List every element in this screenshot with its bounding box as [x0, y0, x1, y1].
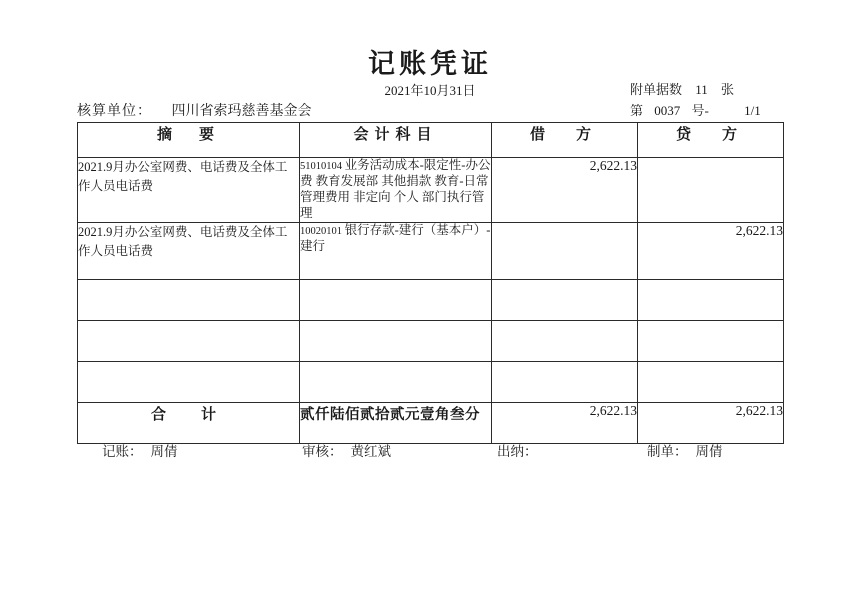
attachment-count-line: [630, 79, 734, 98]
accounting-unit-value: 四川省索玛慈善基金会: [171, 104, 312, 119]
row-debit: [492, 362, 638, 403]
cashier-label: 出纳：: [497, 444, 538, 459]
voucher-page-indicator: 1/1: [744, 103, 761, 118]
bookkeeper-field: [102, 440, 178, 460]
total-debit: 2,622.13: [492, 403, 638, 444]
total-credit: 2,622.13: [638, 403, 784, 444]
row-debit: [492, 223, 638, 280]
row-summary: [78, 321, 300, 362]
voucher-number-line: [630, 100, 761, 119]
row-account: [300, 223, 492, 280]
table-row: [78, 362, 784, 403]
row-summary: [78, 362, 300, 403]
table-total-row: [78, 403, 784, 444]
account-code: 10020101: [300, 226, 342, 237]
preparer-value: 周倩: [695, 444, 723, 459]
table-row: [78, 280, 784, 321]
preparer-label: 制单：: [647, 444, 688, 459]
voucher-suffix: 号-: [691, 103, 709, 118]
accounting-unit-label: 核算单位：: [77, 104, 152, 119]
row-credit: [638, 321, 784, 362]
cashier-field: [497, 440, 546, 460]
auditor-label: 审核：: [302, 444, 343, 459]
row-debit: [492, 321, 638, 362]
attachment-count: 11: [695, 82, 708, 97]
row-debit: [492, 280, 638, 321]
row-credit: [638, 280, 784, 321]
voucher-number: 0037: [654, 103, 681, 118]
table-row: [78, 223, 784, 280]
voucher-prefix: 第: [630, 103, 644, 118]
row-debit: 2,622.13: [492, 158, 638, 223]
table-row: [78, 158, 784, 223]
account-name: 银行存款-建行（基本户）-建行: [300, 223, 491, 253]
row-summary: [78, 280, 300, 321]
column-header-summary: 摘 要: [78, 123, 300, 158]
row-account: [300, 321, 492, 362]
row-credit: [638, 158, 784, 223]
row-summary: 2021.9月办公室网费、电话费及全体工作人员电话费: [78, 223, 300, 280]
auditor-field: [302, 440, 391, 460]
row-account: [300, 362, 492, 403]
accounting-unit: [77, 100, 312, 120]
attachment-unit: 张: [721, 82, 735, 97]
voucher-date: 2021年10月31日: [384, 83, 476, 98]
table-row: [78, 321, 784, 362]
total-amount-in-words: 贰仟陆佰贰拾贰元壹角叁分: [300, 403, 492, 444]
bookkeeper-label: 记账：: [102, 444, 143, 459]
account-name: 业务活动成本-限定性-办公费 教育发展部 其他捐款 教育-日常管理费用 非定向 个人 部门执行管理: [300, 158, 491, 220]
row-summary: 2021.9月办公室网费、电话费及全体工作人员电话费: [78, 158, 300, 223]
page-title: 记账凭证: [368, 49, 492, 79]
column-header-account: 会计科目: [300, 123, 492, 158]
account-code: 51010104: [300, 161, 342, 172]
row-credit: 2,622.13: [638, 223, 784, 280]
column-header-debit: 借 方: [492, 123, 638, 158]
row-credit: [638, 362, 784, 403]
bookkeeper-value: 周倩: [150, 444, 178, 459]
row-account: [300, 280, 492, 321]
voucher-table: [77, 122, 784, 444]
attachment-label: 附单据数: [630, 82, 683, 97]
row-account: [300, 158, 492, 223]
table-header: [78, 123, 784, 158]
auditor-value: 黄红斌: [350, 444, 391, 459]
preparer-field: [647, 440, 723, 460]
total-label: 合 计: [78, 403, 300, 444]
column-header-credit: 贷 方: [638, 123, 784, 158]
